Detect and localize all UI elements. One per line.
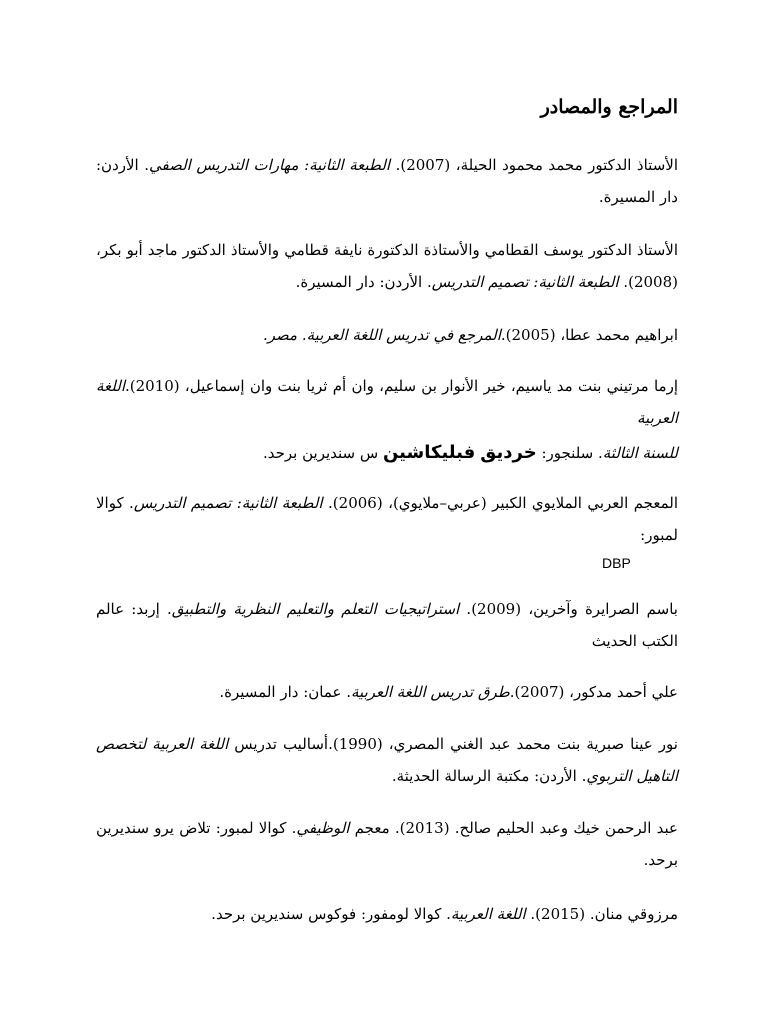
reference-title: الوظيفي xyxy=(296,819,350,837)
reference-publisher-latin: DBP xyxy=(602,555,631,571)
reference-title: استراتيجيات التعلم والتعليم النظرية والتطبيق xyxy=(171,600,460,618)
reference-item xyxy=(96,593,678,657)
reference-publisher: . إربد: عالم الكتب الحديث xyxy=(96,600,678,650)
reference-item xyxy=(96,676,678,708)
reference-item xyxy=(96,898,678,930)
reference-title: اللغة العربية xyxy=(96,377,678,427)
reference-item xyxy=(96,728,678,792)
reference-place: . سلنجور: xyxy=(536,444,603,462)
reference-subtitle: للسنة الثالثة xyxy=(602,444,678,462)
reference-title: المرجع في تدريس اللغة العربية. مصر. xyxy=(263,326,501,344)
reference-title: طرق تدريس اللغة العربية xyxy=(351,683,510,701)
reference-item xyxy=(96,149,678,213)
reference-author-year: ابراهيم محمد عطا، (2005). xyxy=(500,326,678,344)
reference-publisher: . عمان: دار المسيرة. xyxy=(219,683,351,701)
reference-item xyxy=(96,319,678,351)
reference-publisher: . الأردن: دار المسيرة. xyxy=(295,273,432,291)
reference-author-year: علي أحمد مدكور، (2007). xyxy=(509,683,678,701)
reference-title: اللغة العربية xyxy=(450,905,526,923)
reference-item xyxy=(96,812,678,876)
reference-publisher: . الأردن: دار المسيرة. xyxy=(96,156,678,206)
reference-title: الطبعة الثانية: تصميم التدريس xyxy=(431,273,619,291)
reference-publisher: . كوالا لمبور: تلاض يرو سنديرين برحد. xyxy=(96,819,678,869)
reference-author-year: إرما مرتيني بنت مد ياسيم، خير الأنوار بن سليم، وان أم ثريا بنت وان إسماعيل، (2010). xyxy=(124,377,678,395)
reference-publisher: . كوالا لمبور: xyxy=(96,494,678,544)
reference-publisher: . كوالا لومفور: فوكوس سنديرين برحد. xyxy=(211,905,451,923)
reference-title: اللغة العربية لتخصص التاهيل التربوي xyxy=(96,735,678,785)
page-title: المراجع والمصادر xyxy=(540,96,678,118)
reference-author-year: الأستاذ الدكتور محمد محمود الحيلة، (2007). xyxy=(390,156,678,174)
reference-author-year: المعجم العربي الملايوي الكبير (عربي–ملايوي)، (2006). xyxy=(322,494,679,512)
reference-title: الطبعة الثانية: مهارات التدريس الصفي xyxy=(149,156,391,174)
reference-author-year: مرزوقي منان. (2015). xyxy=(525,905,678,923)
reference-item xyxy=(96,487,678,551)
reference-title: الطبعة الثانية: تصميم التدريس xyxy=(133,494,323,512)
reference-item xyxy=(96,370,678,434)
reference-publisher: س سنديرين برحد. xyxy=(262,444,383,462)
reference-author-year: نور عينا صبرية بنت محمد عبد الغني المصري، (1990).أساليب تدريس xyxy=(228,735,678,753)
reference-continuation xyxy=(96,436,678,469)
reference-author-year: الأستاذ الدكتور يوسف القطامي والأستاذة الدكتورة نايفة قطامي والأستاذ الدكتور ماجد أبو بكر، (2008). xyxy=(96,241,678,291)
reference-author-year: عبد الرحمن خيك وعبد الحليم صالح. (2013). معجم xyxy=(349,819,678,837)
reference-author-year: باسم الصرايرة وآخرين، (2009). xyxy=(459,600,678,618)
reference-item xyxy=(96,234,678,298)
reference-publisher-bold: خرديق فبليكاشين xyxy=(382,442,537,462)
reference-publisher: . الأردن: مكتبة الرسالة الحديثة. xyxy=(391,767,587,785)
